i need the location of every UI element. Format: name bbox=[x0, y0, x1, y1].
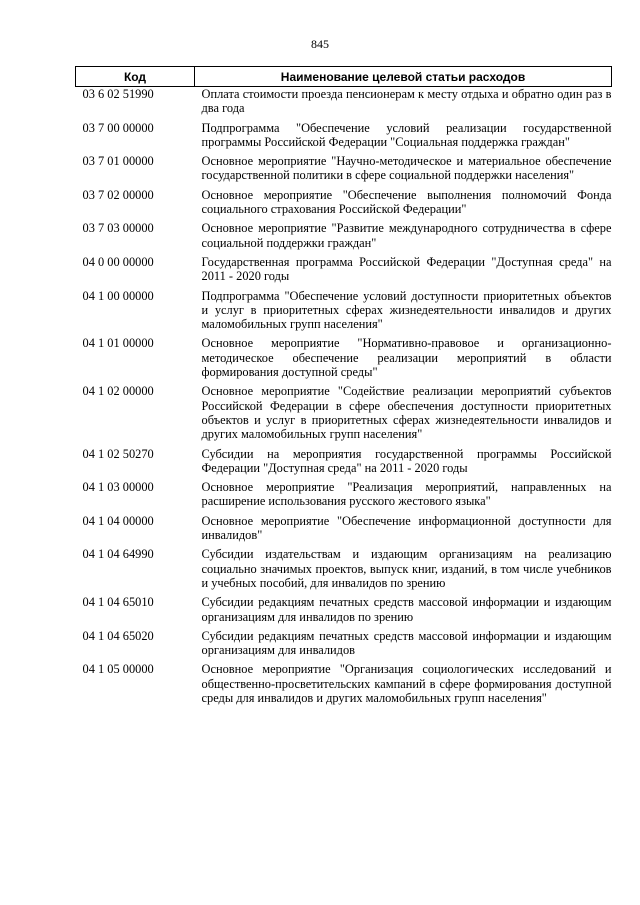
row-code: 04 1 04 64990 bbox=[82, 547, 154, 562]
page-number: 845 bbox=[311, 37, 329, 51]
row-name: Субсидии на мероприятия государственной программы Российской Федерации "Доступная среда" на 2011 - 2020 годы bbox=[201, 446, 612, 475]
row-code: 03 7 01 00000 bbox=[82, 154, 154, 169]
table-row bbox=[76, 514, 612, 548]
table-row bbox=[76, 255, 612, 289]
row-name: Оплата стоимости проезда пенсионерам к месту отдыха и обратно один раз в два года bbox=[201, 87, 612, 116]
column-header-code: Код bbox=[76, 67, 195, 87]
row-code: 04 1 04 00000 bbox=[82, 513, 154, 528]
row-name: Субсидии редакциям печатных средств массовой информации и издающим организациям для инвалидов bbox=[201, 628, 612, 658]
table-row bbox=[76, 595, 612, 629]
row-code: 03 7 02 00000 bbox=[82, 187, 154, 202]
row-code: 04 1 02 00000 bbox=[82, 384, 154, 399]
row-code: 04 1 04 65010 bbox=[82, 595, 154, 610]
row-name: Основное мероприятие "Нормативно-правовое и организационно-методическое обеспечение реализации мероприятий в области формирования доступной среды" bbox=[201, 336, 612, 380]
column-header-name: Наименование целевой статьи расходов bbox=[195, 67, 612, 87]
row-code: 04 1 05 00000 bbox=[82, 662, 154, 677]
row-name: Подпрограмма "Обеспечение условий реализации государственной программы Российской Федерации "Социальная поддержка граждан" bbox=[201, 120, 612, 149]
row-code: 04 1 00 00000 bbox=[82, 288, 154, 303]
table-row bbox=[76, 188, 612, 222]
row-code: 03 7 00 00000 bbox=[82, 120, 154, 135]
table-header-row bbox=[76, 67, 612, 87]
row-code: 04 1 04 65020 bbox=[82, 628, 154, 643]
table-row bbox=[76, 662, 612, 710]
table-row bbox=[76, 289, 612, 337]
table-row bbox=[76, 547, 612, 595]
row-name: Субсидии издательствам и издающим организациям на реализацию социально значимых проектов, выпуск книг, изданий, в том числе учебников и учебных пособий, для инвалидов по зрению bbox=[201, 547, 612, 590]
row-code: 04 1 02 50270 bbox=[82, 446, 154, 461]
row-code: 04 0 00 00000 bbox=[82, 254, 154, 269]
row-code: 04 1 03 00000 bbox=[82, 480, 154, 495]
table-row bbox=[76, 336, 612, 384]
budget-table bbox=[75, 66, 612, 710]
table-row bbox=[76, 384, 612, 446]
row-name: Основное мероприятие "Организация социологических исследований и общественно-просветительских кампаний в сфере формирования доступной среды для инвалидов и других маломобильных групп населения" bbox=[201, 662, 612, 705]
table-row bbox=[76, 447, 612, 481]
row-code: 04 1 01 00000 bbox=[82, 336, 154, 351]
table-row bbox=[76, 87, 612, 121]
row-name: Субсидии редакциям печатных средств массовой информации и издающим организациям для инвалидов по зрению bbox=[201, 595, 612, 624]
table-body bbox=[76, 87, 612, 711]
table-row bbox=[76, 121, 612, 155]
table-row bbox=[76, 221, 612, 255]
row-name: Основное мероприятие "Обеспечение выполнения полномочий Фонда социального страхования Российской Федерации" bbox=[201, 187, 612, 217]
row-name: Основное мероприятие "Содействие реализации мероприятий субъектов Российской Федерации в сфере обеспечения доступности приоритетных объектов и услуг в приоритетных сферах жизнедеятельности инвалидов и других маломобильных групп населения" bbox=[201, 384, 612, 442]
row-code: 03 6 02 51990 bbox=[82, 87, 154, 101]
row-name: Основное мероприятие "Обеспечение информационной доступности для инвалидов" bbox=[201, 513, 612, 543]
row-name: Подпрограмма "Обеспечение условий доступности приоритетных объектов и услуг в приоритетных сферах жизнедеятельности инвалидов и других маломобильных групп населения" bbox=[201, 288, 612, 332]
table-row bbox=[76, 154, 612, 188]
row-name: Государственная программа Российской Федерации "Доступная среда" на 2011 - 2020 годы bbox=[201, 254, 612, 284]
row-name: Основное мероприятие "Научно-методическое и материальное обеспечение государственной политики в сфере социальной поддержки населения" bbox=[201, 154, 612, 183]
row-code: 03 7 03 00000 bbox=[82, 221, 154, 236]
row-name: Основное мероприятие "Реализация мероприятий, направленных на расширение использования русского жестового языка" bbox=[201, 480, 612, 509]
row-name: Основное мероприятие "Развитие международного сотрудничества в сфере социальной поддержки граждан" bbox=[201, 221, 612, 250]
table-row bbox=[76, 629, 612, 663]
table-row bbox=[76, 480, 612, 514]
